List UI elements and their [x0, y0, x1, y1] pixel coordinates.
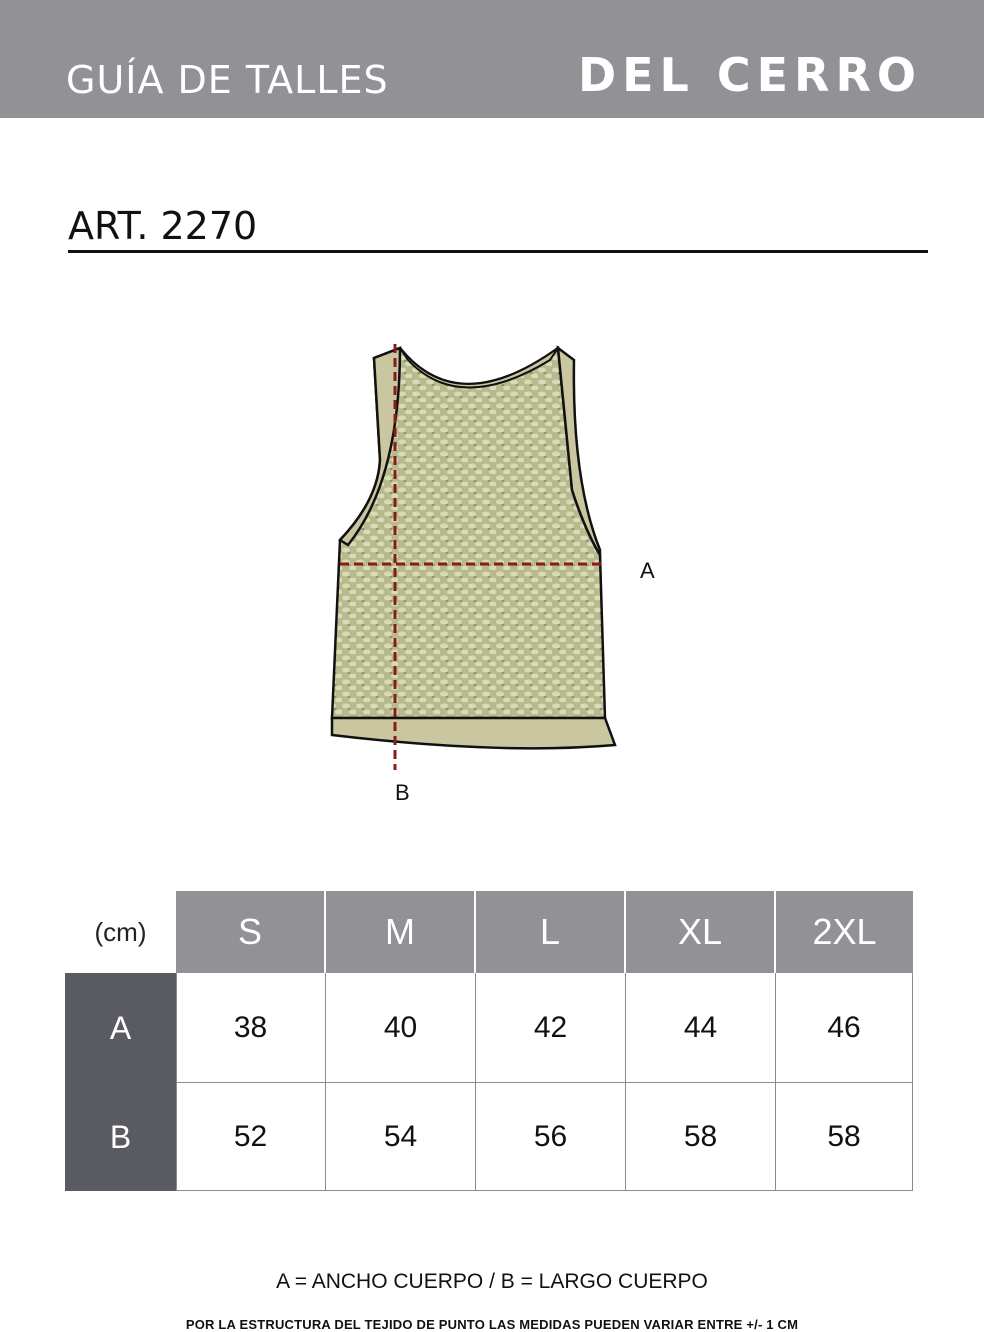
table-cell: 52 — [176, 1083, 326, 1191]
tolerance-note: POR LA ESTRUCTURA DEL TEJIDO DE PUNTO LAS MEDIDAS PUEDEN VARIAR ENTRE +/- 1 CM — [185, 1317, 799, 1332]
unit-label: (cm) — [94, 916, 147, 947]
size-header: 2XL — [776, 891, 913, 973]
page-title: GUÍA DE TALLES — [66, 58, 389, 102]
measurement-legend: A = ANCHO CUERPO / B = LARGO CUERPO — [276, 1270, 708, 1293]
brand-logo: DEL CERRO — [577, 48, 922, 102]
row-header-a: A — [65, 973, 176, 1083]
table-border — [176, 973, 177, 1191]
size-header: S — [176, 891, 326, 973]
article-number: ART. 2270 — [68, 204, 258, 248]
table-cell: 44 — [626, 973, 776, 1083]
header-banner — [0, 0, 984, 118]
table-cell: 42 — [476, 973, 626, 1083]
size-header: XL — [626, 891, 776, 973]
size-table — [65, 891, 913, 1191]
table-cell: 38 — [176, 973, 326, 1083]
measure-label-a: A — [640, 558, 655, 583]
row-header-b: B — [65, 1083, 176, 1191]
size-header: M — [326, 891, 476, 973]
title-divider — [68, 250, 928, 253]
table-cell: 40 — [326, 973, 476, 1083]
garment-hem — [332, 718, 615, 748]
size-header: L — [476, 891, 626, 973]
table-cell: 46 — [776, 973, 913, 1083]
table-cell: 58 — [776, 1083, 913, 1191]
measure-label-b: B — [395, 780, 410, 805]
table-cell: 56 — [476, 1083, 626, 1191]
table-cell: 54 — [326, 1083, 476, 1191]
table-cell: 58 — [626, 1083, 776, 1191]
